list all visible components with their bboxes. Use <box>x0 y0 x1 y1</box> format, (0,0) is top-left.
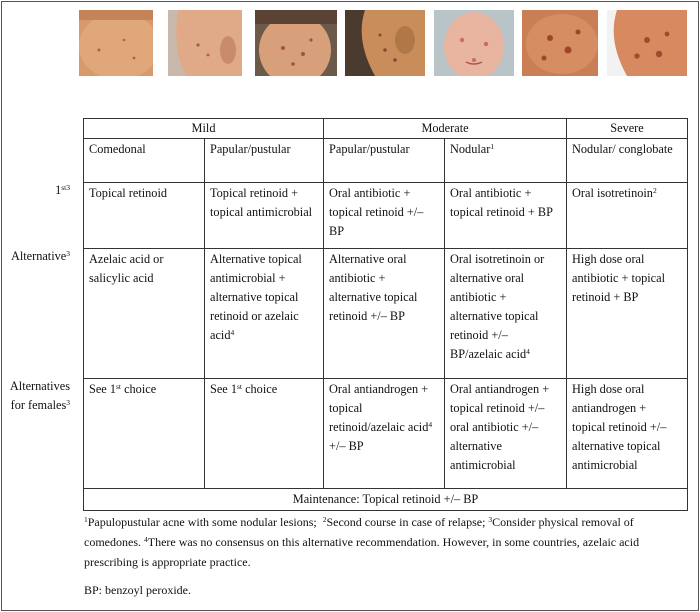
first-severe: Oral isotretinoin$^2$ <box>567 183 688 249</box>
female-mild-papular: See 1st choice <box>205 379 324 489</box>
first-moderate-papular: Oral antibiotic + topical retinoid +/– BP <box>324 183 445 249</box>
first-mild-papular: Topical retinoid + topical antimicrobial <box>205 183 324 249</box>
header-moderate: Moderate <box>324 119 567 139</box>
type-moderate-papular: Papular/pustular <box>324 139 445 183</box>
row-label-females: Alternatives for females$^3$ <box>9 379 70 412</box>
row-label-first: $1^{st3}$ <box>55 183 70 197</box>
first-comedonal: Topical retinoid <box>84 183 205 249</box>
alt-mild-papular: Alternative topical antimicrobial + alternative topical retinoid or azelaic acid$^4$ <box>205 249 324 379</box>
alt-comedonal: Azelaic acid or salicylic acid <box>84 249 205 379</box>
photo-cheek-profile <box>168 10 242 76</box>
alt-nodular: Oral isotretinoin or alternative oral antibiotic + alternative topical retinoid +/– BP/azelaic acid$^4$ <box>445 249 567 379</box>
type-mild-papular: Papular/pustular <box>205 139 324 183</box>
photo-face-conglobate <box>607 10 687 76</box>
header-severe: Severe <box>567 119 688 139</box>
photo-face-frontal <box>434 10 514 76</box>
acne-treatment-table <box>83 118 688 511</box>
photo-cheek-closeup <box>79 10 153 76</box>
female-nodular: Oral antiandrogen + topical retinoid +/– oral antibiotic +/– alternative antimicrobial <box>445 379 567 489</box>
photo-face-papules <box>255 10 337 76</box>
footnote-line-1: $^1$Papulopustular acne with some nodular lesions; $^2$Second course in case of relapse; $^3$Consider physical removal of <box>84 515 634 529</box>
type-nodular: Nodular$^1$ <box>445 139 567 183</box>
alt-severe: High dose oral antibiotic + topical retinoid + BP <box>567 249 688 379</box>
photo-face-profile-moderate <box>345 10 425 76</box>
footnote-bp: BP: benzoyl peroxide. <box>84 583 191 597</box>
footnote-line-2: comedones. $^4$There was no consensus on this alternative recommendation. However, in some countries, azelaic acid <box>84 535 640 549</box>
female-moderate-papular: Oral antiandrogen + topical retinoid/azelaic acid$^4$ +/– BP <box>324 379 445 489</box>
female-severe: High dose oral antiandrogen + topical retinoid +/– alternative topical antimicrobial <box>567 379 688 489</box>
row-label-alternative: Alternative$^3$ <box>10 249 70 263</box>
alt-moderate-papular: Alternative oral antibiotic + alternative topical retinoid +/– BP <box>324 249 445 379</box>
type-comedonal: Comedonal <box>84 139 205 183</box>
footnotes <box>84 512 684 600</box>
photo-cheek-nodular <box>522 10 598 76</box>
header-mild: Mild <box>84 119 324 139</box>
type-conglobate: Nodular/ conglobate <box>567 139 688 183</box>
female-comedonal: See 1st choice <box>84 379 205 489</box>
photo-strip <box>0 10 700 80</box>
maintenance-row: Maintenance: Topical retinoid +/– BP <box>84 489 688 511</box>
footnote-line-3: prescribing is appropriate practice. <box>84 555 251 569</box>
first-nodular: Oral antibiotic + topical retinoid + BP <box>445 183 567 249</box>
